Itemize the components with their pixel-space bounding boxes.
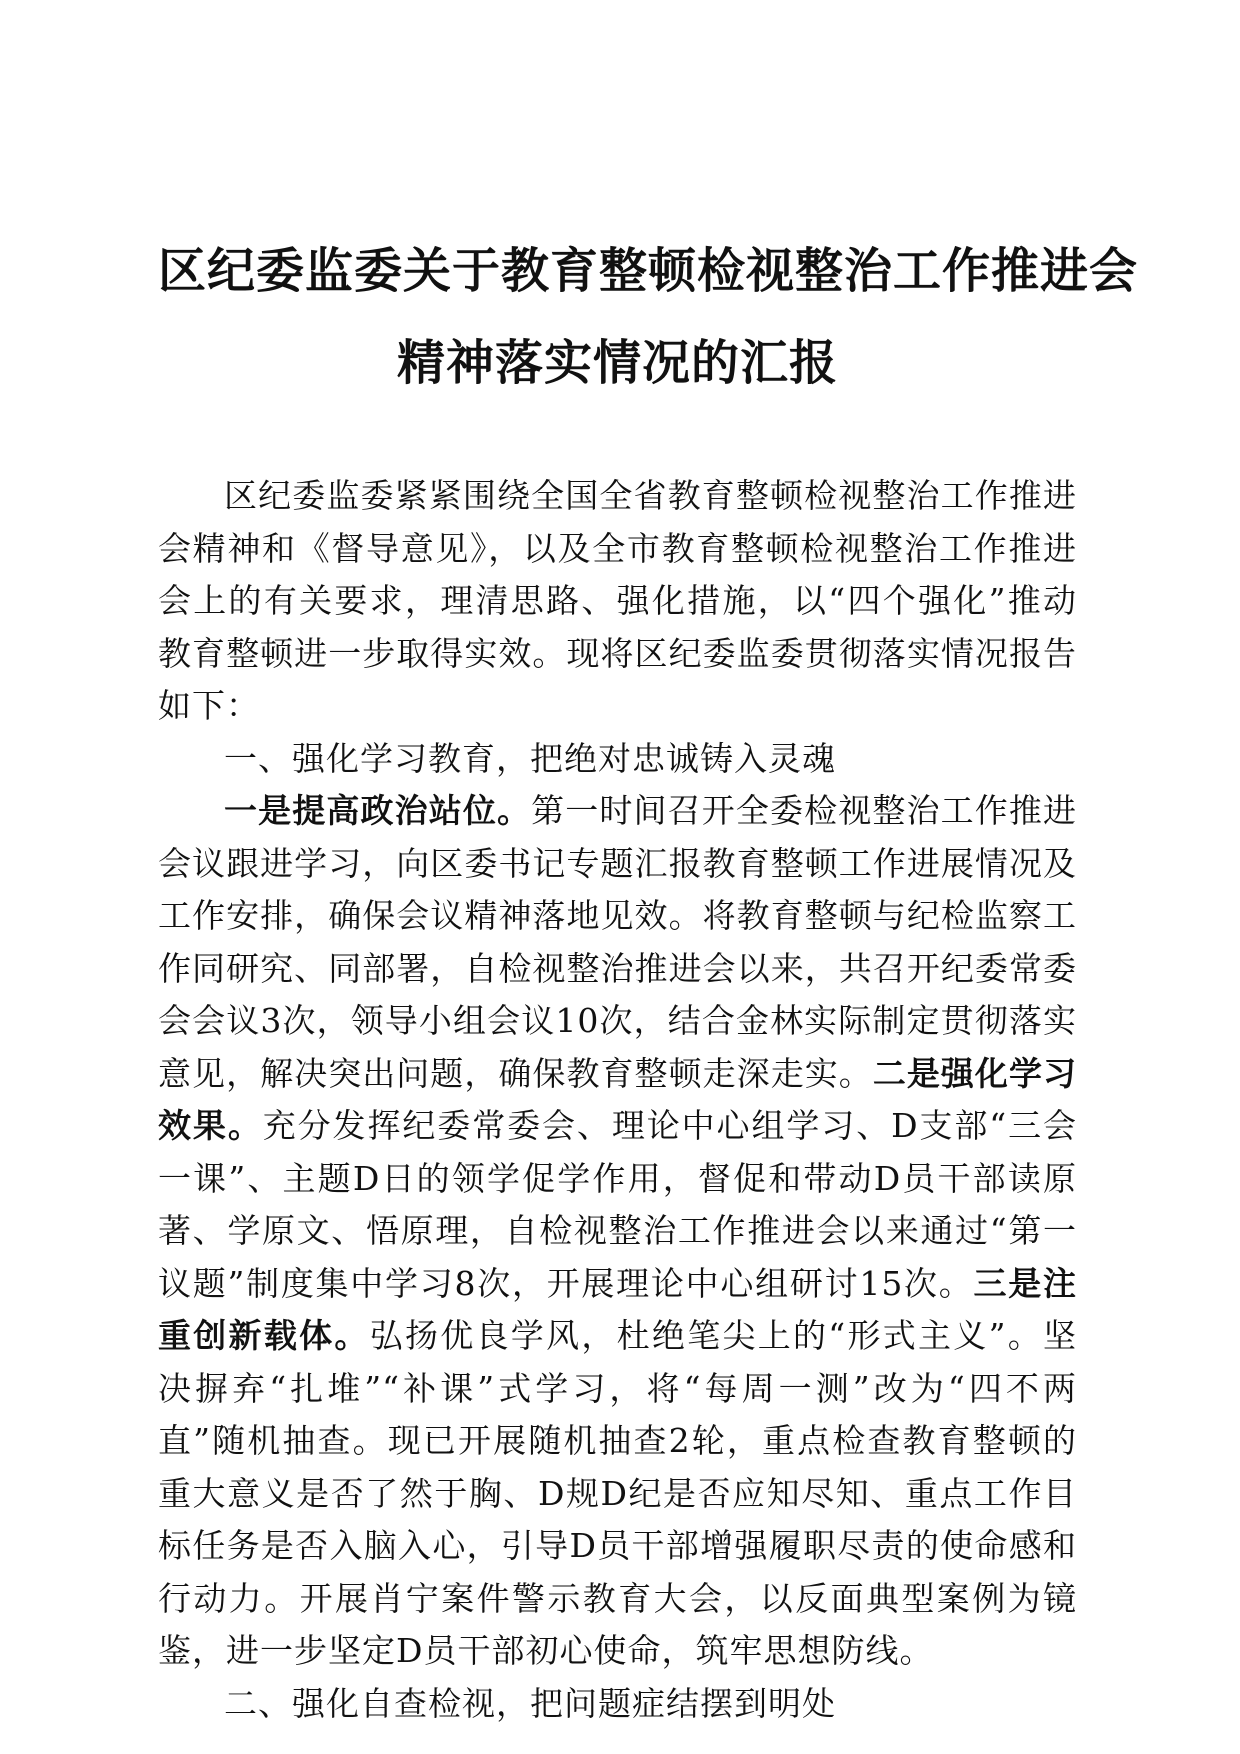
section-2-heading: 二、强化自查检视，把问题症结摆到明处 xyxy=(224,1683,836,1723)
title-line-2: 精神落实情况的汇报 xyxy=(396,335,838,391)
title-line-1: 区纪委监委关于教育整顿检视整治工作推进会 xyxy=(158,243,1139,299)
document-title xyxy=(158,225,1139,409)
point-3-lead: 三是注重创新载体。 xyxy=(158,1263,1078,1355)
point-1-text: 第一时间召开全委检视整治工作推进会议跟进学习，向区委书记专题汇报教育整顿工作进展情况及工作安排，确保会议精神落地见效。将教育整顿与纪检监察工作同研究、同部署，自检视整治推进会以来，共召开纪委常委会会议3次，领导小组会议10次，结合金林实际制定贯彻落实意见，解决突出问题，确保教育整顿走深走实。 xyxy=(158,791,1077,1093)
document-body xyxy=(158,470,1077,1730)
section-1-heading: 一、强化学习教育，把绝对忠诚铸入灵魂 xyxy=(224,738,836,778)
point-2-text: 充分发挥纪委常委会、理论中心组学习、D支部“三会一课”、主题D日的领学促学作用，督促和带动D员干部读原著、学原文、悟原理，自检视整治工作推进会以来通过“第一议题”制度集中学习8次，开展理论中心组研讨15次。 xyxy=(158,1106,1077,1303)
point-3-text: 弘扬优良学风，杜绝笔尖上的“形式主义”。坚决摒弃“扎堆”“补课”式学习，将“每周一测”改为“四不两直”随机抽查。现已开展随机抽查2轮，重点检查教育整顿的重大意义是否了然于胸、D规D纪是否应知尽知、重点工作目标任务是否入脑入心，引导D员干部增强履职尽责的使命感和行动力。开展肖宁案件警示教育大会，以反面典型案例为镜鉴，进一步坚定D员干部初心使命，筑牢思想防线。 xyxy=(158,1316,1078,1670)
section-1-paragraph xyxy=(158,785,1077,1678)
intro-paragraph: 区纪委监委紧紧围绕全国全省教育整顿检视整治工作推进会精神和《督导意见》，以及全市教育整顿检视整治工作推进会上的有关要求，理清思路、强化措施，以“四个强化”推动教育整顿进一步取得实效。现将区纪委监委贯彻落实情况报告如下： xyxy=(158,476,1077,725)
point-1-lead: 一是提高政治站位。 xyxy=(224,791,532,830)
point-2-lead: 二是强化学习效果。 xyxy=(158,1053,1078,1145)
